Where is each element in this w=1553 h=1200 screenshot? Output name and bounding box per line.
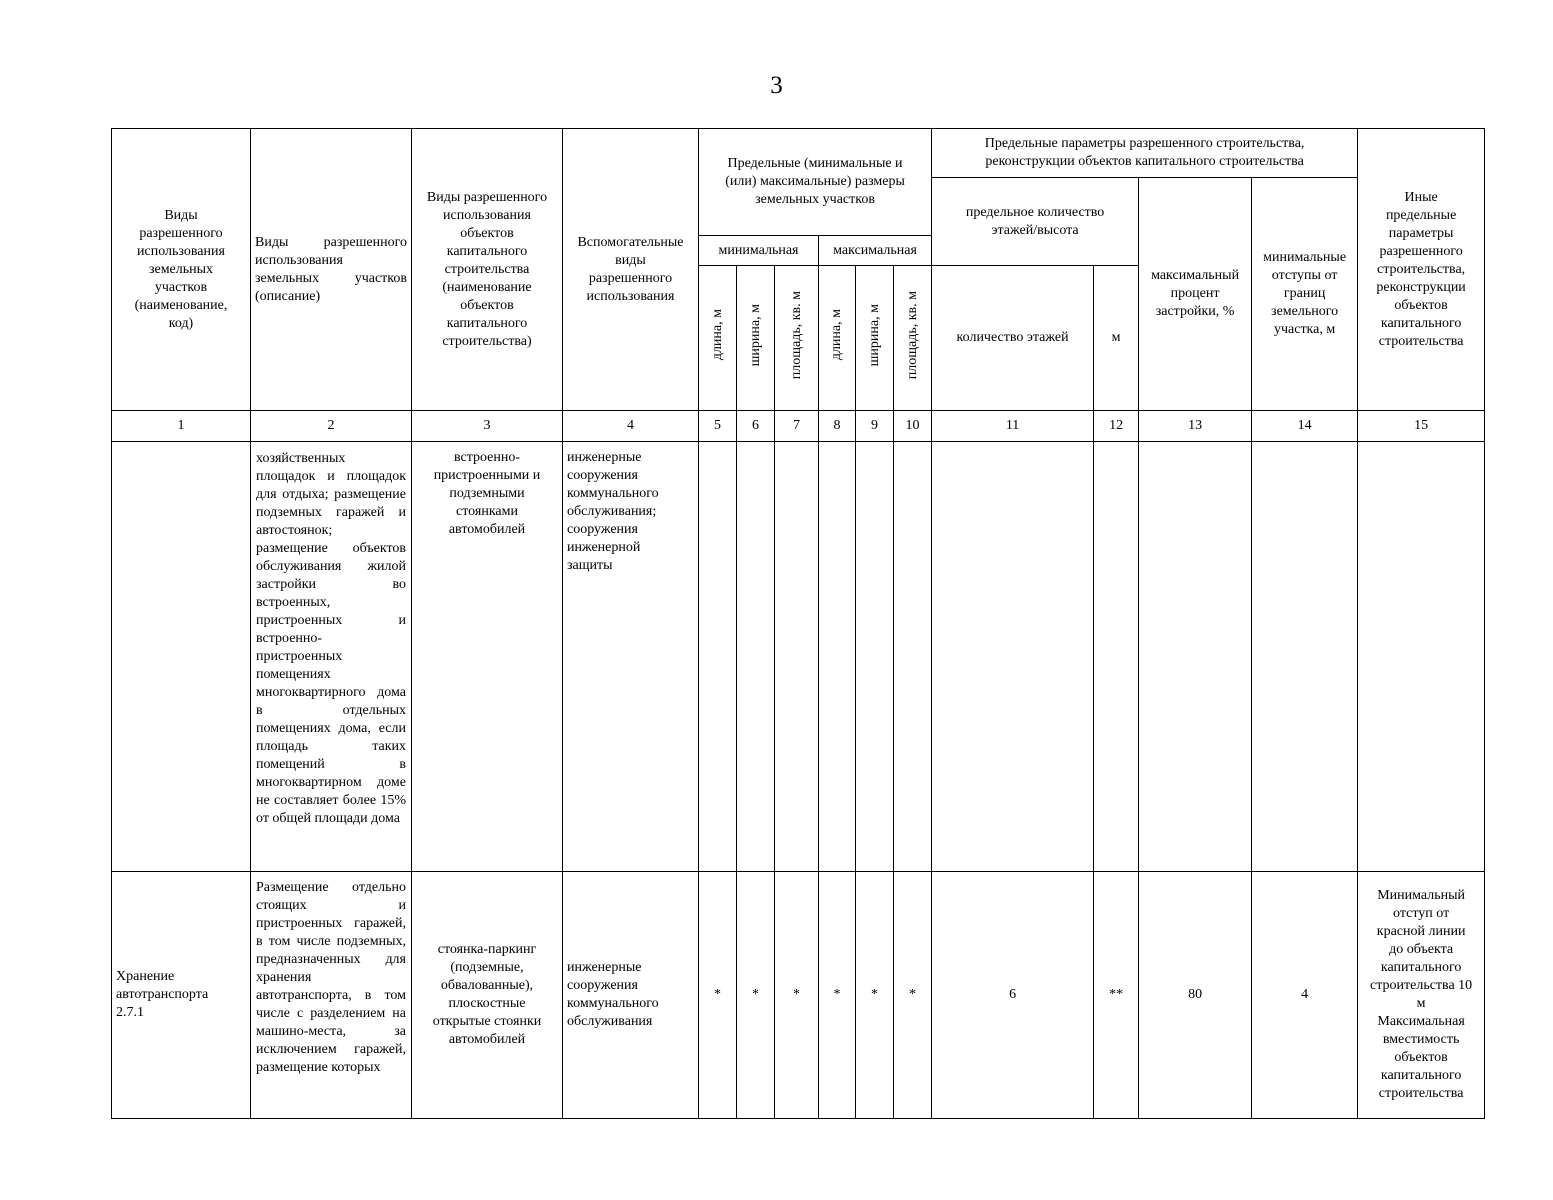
header-max-width: ширина, м <box>856 266 894 411</box>
header-capital-construction-use: Виды разрешенного использования объектов капитального строительства (наименование объектов капитального строительства) <box>412 129 563 411</box>
header-land-use-type: Виды разрешенного использования земельных участков (наименование, код) <box>112 129 251 411</box>
header-min-setbacks: минимальные отступы от границ земельного участка, м <box>1252 178 1358 411</box>
cell-max-area: * <box>894 872 932 1119</box>
cell-min-width <box>737 442 775 872</box>
column-number: 12 <box>1094 411 1139 442</box>
header-max-building-percent: максимальный процент застройки, % <box>1139 178 1252 411</box>
cell-min-setbacks <box>1252 442 1358 872</box>
column-number: 1 <box>112 411 251 442</box>
column-number: 9 <box>856 411 894 442</box>
cell-height <box>1094 442 1139 872</box>
cell-min-area <box>775 442 819 872</box>
column-number: 4 <box>563 411 699 442</box>
column-number: 14 <box>1252 411 1358 442</box>
header-auxiliary-use: Вспомогательные виды разрешенного использования <box>563 129 699 411</box>
header-max-area: площадь, кв. м <box>894 266 932 411</box>
cell-description: хозяйственных площадок и площадок для отдыха; размещение подземных гаражей и автостоянок; размещение объектов обслуживания жилой застройки во встроенных, пристроенных и встроенно-пристроенных помещениях многоквартирного дома в отдельных помещениях дома, если площадь таких помещений в многоквартирном доме не составляет более 15% от общей площади дома <box>251 442 412 872</box>
cell-floor-count: 6 <box>932 872 1094 1119</box>
column-number: 13 <box>1139 411 1252 442</box>
cell-min-setbacks: 4 <box>1252 872 1358 1119</box>
cell-height: ** <box>1094 872 1139 1119</box>
cell-auxiliary-use: инженерные сооружения коммунального обслуживания <box>563 872 699 1119</box>
cell-max-percent: 80 <box>1139 872 1252 1119</box>
cell-capital-construction-use: встроенно- пристроенными и подземными стоянками автомобилей <box>412 442 563 872</box>
header-other-parameters: Иные предельные параметры разрешенного строительства, реконструкции объектов капитального строительства <box>1358 129 1485 411</box>
column-number: 7 <box>775 411 819 442</box>
column-number: 3 <box>412 411 563 442</box>
header-floor-count: количество этажей <box>932 266 1094 411</box>
cell-max-length <box>819 442 856 872</box>
column-number-row <box>112 411 1485 442</box>
land-use-table <box>111 128 1485 1119</box>
header-minimum: минимальная <box>699 236 819 266</box>
cell-min-length <box>699 442 737 872</box>
cell-auxiliary-use: инженерные сооружения коммунального обслуживания; сооружения инженерной защиты <box>563 442 699 872</box>
cell-max-width <box>856 442 894 872</box>
header-min-area: площадь, кв. м <box>775 266 819 411</box>
cell-max-percent <box>1139 442 1252 872</box>
cell-other-parameters <box>1358 442 1485 872</box>
cell-min-area: * <box>775 872 819 1119</box>
header-land-use-description: Виды разрешенного использования земельных участков (описание) <box>251 129 412 411</box>
cell-land-use-type: Хранение автотранспорта 2.7.1 <box>112 872 251 1119</box>
header-max-length: длина, м <box>819 266 856 411</box>
column-number: 2 <box>251 411 412 442</box>
cell-min-width: * <box>737 872 775 1119</box>
cell-max-length: * <box>819 872 856 1119</box>
table-row <box>112 872 1485 1119</box>
header-construction-parameter-limits: Предельные параметры разрешенного строительства, реконструкции объектов капитального строительства <box>932 129 1358 178</box>
table-row <box>112 442 1485 872</box>
header-min-length: длина, м <box>699 266 737 411</box>
header-min-width: ширина, м <box>737 266 775 411</box>
cell-capital-construction-use: стоянка-паркинг (подземные, обвалованные), плоскостные открытые стоянки автомобилей <box>412 872 563 1119</box>
header-land-plot-size-limits: Предельные (минимальные и (или) максимальные) размеры земельных участков <box>699 129 932 236</box>
cell-land-use-type <box>112 442 251 872</box>
column-number: 10 <box>894 411 932 442</box>
header-height-m: м <box>1094 266 1139 411</box>
header-floors-height-limit: предельное количество этажей/высота <box>932 178 1139 266</box>
cell-max-width: * <box>856 872 894 1119</box>
column-number: 11 <box>932 411 1094 442</box>
column-number: 8 <box>819 411 856 442</box>
cell-max-area <box>894 442 932 872</box>
cell-description: Размещение отдельно стоящих и пристроенных гаражей, в том числе подземных, предназначенных для хранения автотранспорта, в том числе с разделением на машино-места, за исключением гаражей, размещение которых <box>251 872 412 1119</box>
column-number: 15 <box>1358 411 1485 442</box>
header-maximum: максимальная <box>819 236 932 266</box>
column-number: 5 <box>699 411 737 442</box>
cell-other-parameters: Минимальный отступ от красной линии до объекта капитального строительства 10 м Максимальная вместимость объектов капитального строительства <box>1358 872 1485 1119</box>
column-number: 6 <box>737 411 775 442</box>
cell-floor-count <box>932 442 1094 872</box>
page-number: 3 <box>770 72 783 99</box>
cell-min-length: * <box>699 872 737 1119</box>
